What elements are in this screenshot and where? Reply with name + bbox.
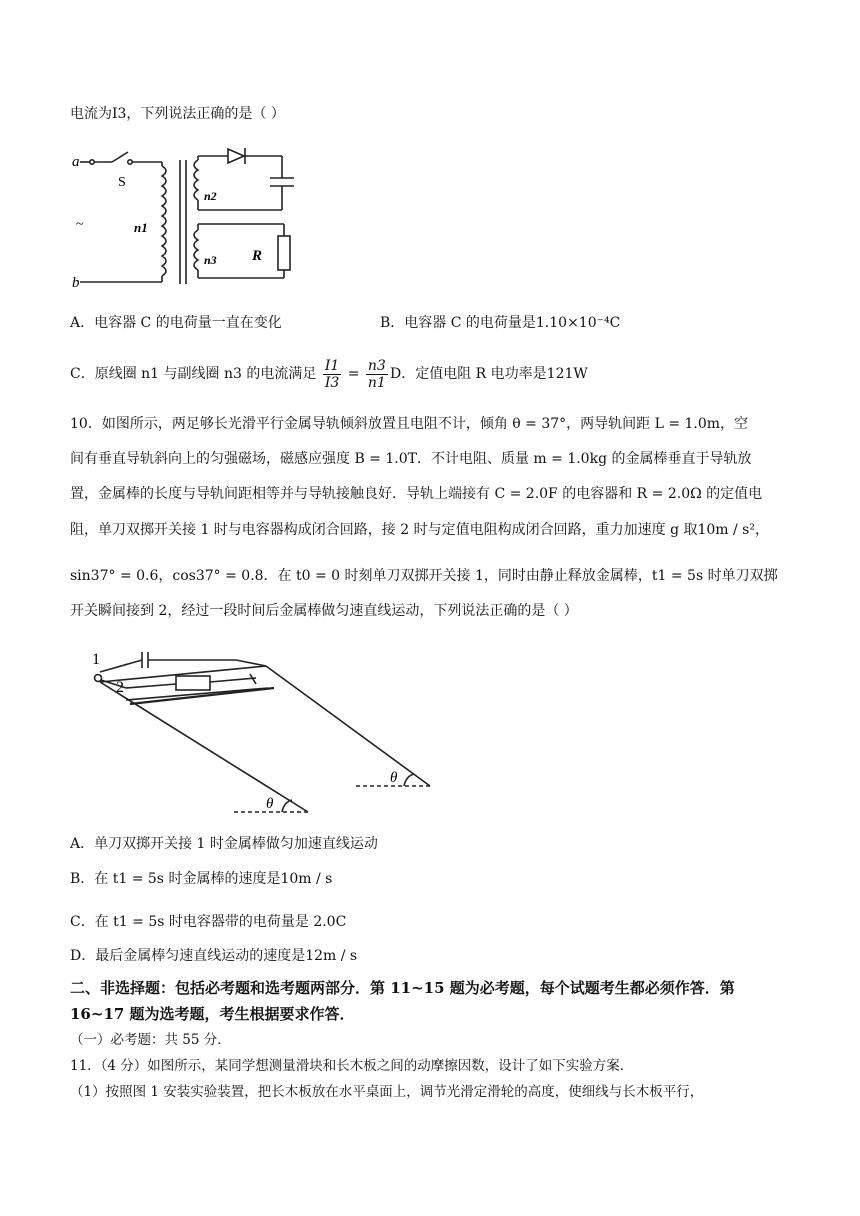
section-subheading: （一）必考题：共 55 分． (70, 1032, 231, 1048)
q11-part-1-text: （1）按照图 1 安装实验装置，把长木板放在水平桌面上，调节光滑定滑轮的高度，使细线与长木板平行， (70, 1084, 704, 1100)
q10-option-d: D．最后金属棒匀速直线运动的速度是12m / s (70, 948, 358, 964)
terminal-a-label: a (72, 154, 80, 170)
fraction-numerator: I1 (324, 357, 340, 374)
coil-n2-label: n2 (204, 189, 217, 203)
current-ratio-fraction (323, 358, 341, 391)
coil-n3-label: n3 (204, 253, 217, 267)
switch-position-1-label: 1 (92, 651, 100, 668)
q9-option-b: B．电容器 C 的电荷量是1.10×10⁻⁴C (380, 315, 621, 331)
turns-ratio-fraction (366, 358, 388, 391)
inclined-rails-diagram (86, 644, 446, 816)
fraction-numerator: n3 (367, 357, 386, 374)
q10-text-line-6: 开关瞬间接到 2，经过一段时间后金属棒做匀速直线运动，下列说法正确的是（ ） (70, 603, 578, 619)
resistor-r-label: R (252, 248, 263, 264)
q9-option-c-text: C．原线圈 n1 与副线圈 n3 的电流满足 (70, 366, 317, 382)
q10-option-b: B．在 t1 = 5s 时金属棒的速度是10m / s (70, 871, 333, 887)
section-heading-line-2: 16~17 题为选考题，考生根据要求作答． (70, 1005, 355, 1023)
q11-text: 11．（4 分）如图所示，某同学想测量滑块和长木板之间的动摩擦因数，设计了如下实验方案． (70, 1058, 634, 1074)
incline-angle-label: θ (390, 770, 398, 786)
section-heading-line-1: 二、非选择题：包括必考题和选考题两部分．第 11~15 题为必考题，每个试题考生都必须作答．第 (70, 979, 735, 997)
terminal-b-label: b (72, 275, 80, 288)
q10-text-line-3: 置，金属棒的长度与导轨间距相等并与导轨接触良好．导轨上端接有 C = 2.0F 的电容器和 R = 2.0Ω 的定值电 (70, 486, 763, 502)
q9-option-c: C．原线圈 n1 与副线圈 n3 的电流满足 $\frac{I1}{I3}$ = $\frac{n3}{n1}$ (70, 357, 386, 391)
switch-s-label: S (118, 175, 126, 190)
coil-n1-label: n1 (134, 220, 148, 235)
q10-text-line-5: sin37° = 0.6，cos37° = 0.8．在 t0 = 0 时刻单刀双掷开关接 1，同时由静止释放金属棒，t1 = 5s 时单刀双掷 (70, 568, 778, 584)
q9-intro: 电流为I3，下列说法正确的是（ ） (70, 106, 285, 122)
q9-option-d: D．定值电阻 R 电功率是121W (390, 366, 588, 382)
ac-source-label: ~ (76, 217, 84, 232)
q10-text-line-4: 阻，单刀双掷开关接 1 时与电容器构成闭合回路，接 2 时与定值电阻构成闭合回路，重力加速度 g 取10m / s²， (70, 522, 769, 538)
switch-position-2-label: 2 (116, 679, 124, 696)
fraction-denominator: n1 (367, 374, 386, 391)
q10-option-a: A．单刀双掷开关接 1 时金属棒做匀加速直线运动 (70, 836, 378, 852)
q10-text-line-1: 10．如图所示，两足够长光滑平行金属导轨倾斜放置且电阻不计，倾角 θ = 37°，两导轨间距 L = 1.0m，空 (70, 416, 749, 432)
incline-angle-label: θ (266, 796, 274, 812)
q10-text-line-2: 间有垂直导轨斜向上的匀强磁场，磁感应强度 B = 1.0T．不计电阻、质量 m = 1.0kg 的金属棒垂直于导轨放 (70, 451, 752, 467)
fraction-denominator: I3 (324, 374, 340, 391)
q9-option-a: A．电容器 C 的电荷量一直在变化 (70, 315, 282, 331)
q10-option-c: C．在 t1 = 5s 时电容器带的电荷量是 2.0C (70, 914, 347, 930)
transformer-circuit-diagram (70, 148, 310, 288)
